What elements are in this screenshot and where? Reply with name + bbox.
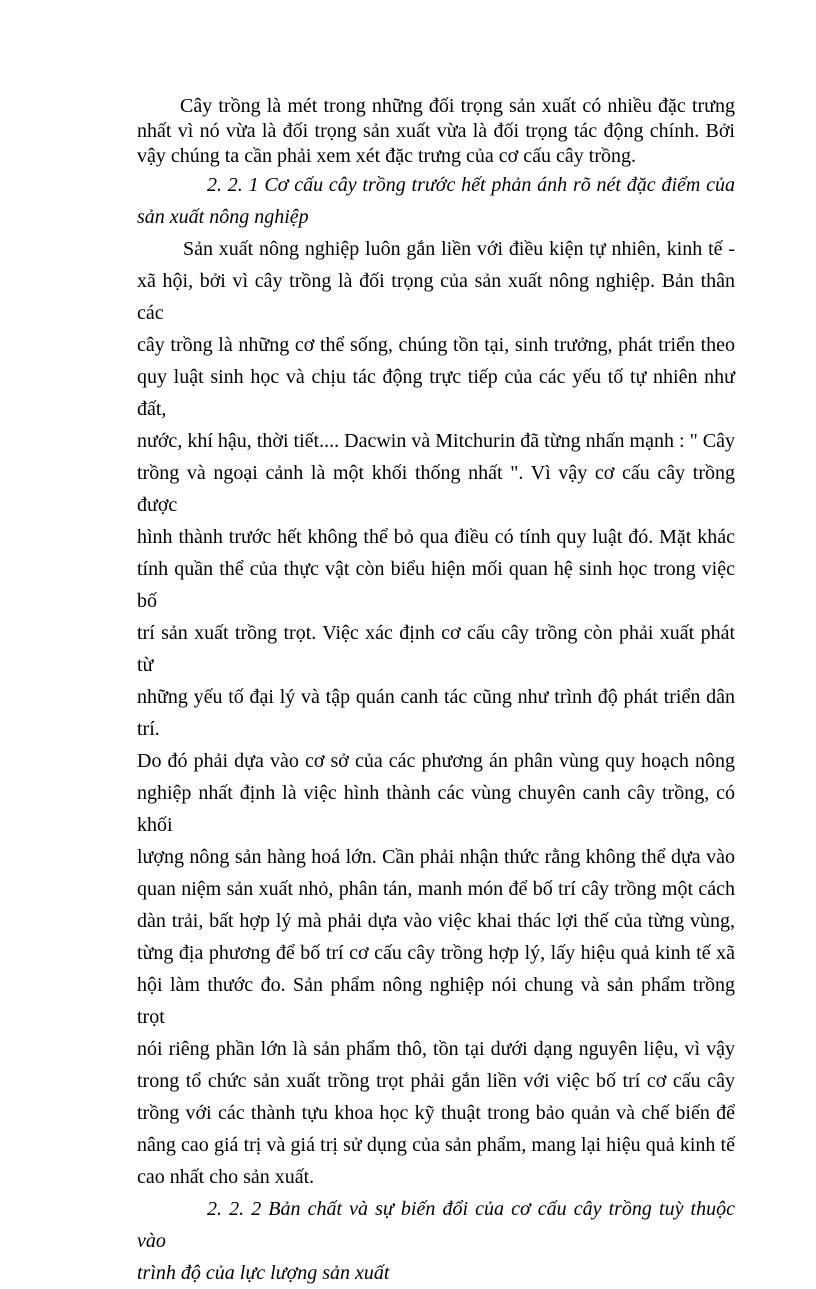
text-line: quan niệm sản xuất nhỏ, phân tán, manh món để bố trí cây trồng một cách bbox=[137, 878, 735, 900]
text-line: trí sản xuất trồng trọt. Việc xác định cơ cấu cây trồng còn phải xuất phát từ bbox=[137, 622, 735, 676]
text-line: nói riêng phần lớn là sản phẩm thô, tồn tại dưới dạng nguyên liệu, vì vậy bbox=[137, 1038, 735, 1060]
text-line: nước, khí hậu, thời tiết.... Dacwin và Mitchurin đã từng nhấn mạnh : " Cây bbox=[137, 430, 735, 452]
text-line: trồng với các thành tựu khoa học kỹ thuật trong bảo quản và chế biến để bbox=[137, 1102, 735, 1124]
text-line: trồng và ngoại cảnh là một khối thống nhất ". Vì vậy cơ cấu cây trồng được bbox=[137, 462, 735, 516]
text-line: lượng nông sản hàng hoá lớn. Cần phải nhận thức rằng không thể dựa vào bbox=[137, 846, 735, 868]
text-line: quy luật sinh học và chịu tác động trực tiếp của các yếu tố tự nhiên như đất, bbox=[137, 366, 735, 420]
text-line: nâng cao giá trị và giá trị sử dụng của sản phẩm, mang lại hiệu quả kinh tế bbox=[137, 1134, 735, 1156]
text-line: vậy chúng ta cần phải xem xét đặc trưng của cơ cấu cây trồng. bbox=[137, 145, 636, 167]
text-line: Do đó phải dựa vào cơ sở của các phương án phân vùng quy hoạch nông bbox=[137, 750, 735, 772]
text-line: xã hội, bởi vì cây trồng là đối trọng của sản xuất nông nghiệp. Bản thân các bbox=[137, 270, 735, 324]
text-line: hình thành trước hết không thể bỏ qua điều có tính quy luật đó. Mặt khác bbox=[137, 526, 735, 548]
text-line: nghiệp nhất định là việc hình thành các vùng chuyên canh cây trồng, có khối bbox=[137, 782, 735, 836]
text-line: cao nhất cho sản xuất. bbox=[137, 1166, 315, 1188]
text-line: dàn trải, bất hợp lý mà phải dựa vào việc khai thác lợi thế của từng vùng, bbox=[137, 910, 735, 932]
section-heading-2-2-2 bbox=[137, 1193, 735, 1289]
section-heading-2-2-1 bbox=[137, 169, 735, 233]
heading-line: 2. 2. 2 Bản chất và sự biến đổi của cơ cấu cây trồng tuỳ thuộc vào bbox=[137, 1198, 735, 1252]
document-body bbox=[137, 94, 735, 1289]
text-line: hội làm thước đo. Sản phẩm nông nghiệp nói chung và sản phẩm trồng trọt bbox=[137, 974, 735, 1028]
paragraph-intro bbox=[137, 94, 735, 169]
heading-line: sản xuất nông nghiệp bbox=[137, 206, 309, 228]
heading-line: 2. 2. 1 Cơ cấu cây trồng trước hết phản ánh rõ nét đặc điểm của bbox=[207, 174, 735, 196]
text-line: tính quần thể của thực vật còn biểu hiện mối quan hệ sinh học trong việc bố bbox=[137, 558, 735, 612]
text-line: nhất vì nó vừa là đối trọng sản xuất vừa là đối trọng tác động chính. Bởi bbox=[137, 120, 735, 142]
text-line: trong tổ chức sản xuất trồng trọt phải gắn liền với việc bố trí cơ cấu cây bbox=[137, 1070, 735, 1092]
text-line: những yếu tố đại lý và tập quán canh tác cũng như trình độ phát triển dân trí. bbox=[137, 686, 735, 740]
text-line: cây trồng là những cơ thể sống, chúng tồn tại, sinh trưởng, phát triển theo bbox=[137, 334, 735, 356]
text-line: Cây trồng là mét trong những đối trọng sản xuất có nhiều đặc trưng bbox=[180, 95, 735, 117]
text-line: Sản xuất nông nghiệp luôn gắn liền với điều kiện tự nhiên, kinh tế - bbox=[183, 238, 735, 260]
text-line: từng địa phương để bố trí cơ cấu cây trồng hợp lý, lấy hiệu quả kinh tế xã bbox=[137, 942, 735, 964]
paragraph-section-body bbox=[137, 233, 735, 1193]
heading-line: trình độ của lực lượng sản xuất bbox=[137, 1262, 390, 1284]
